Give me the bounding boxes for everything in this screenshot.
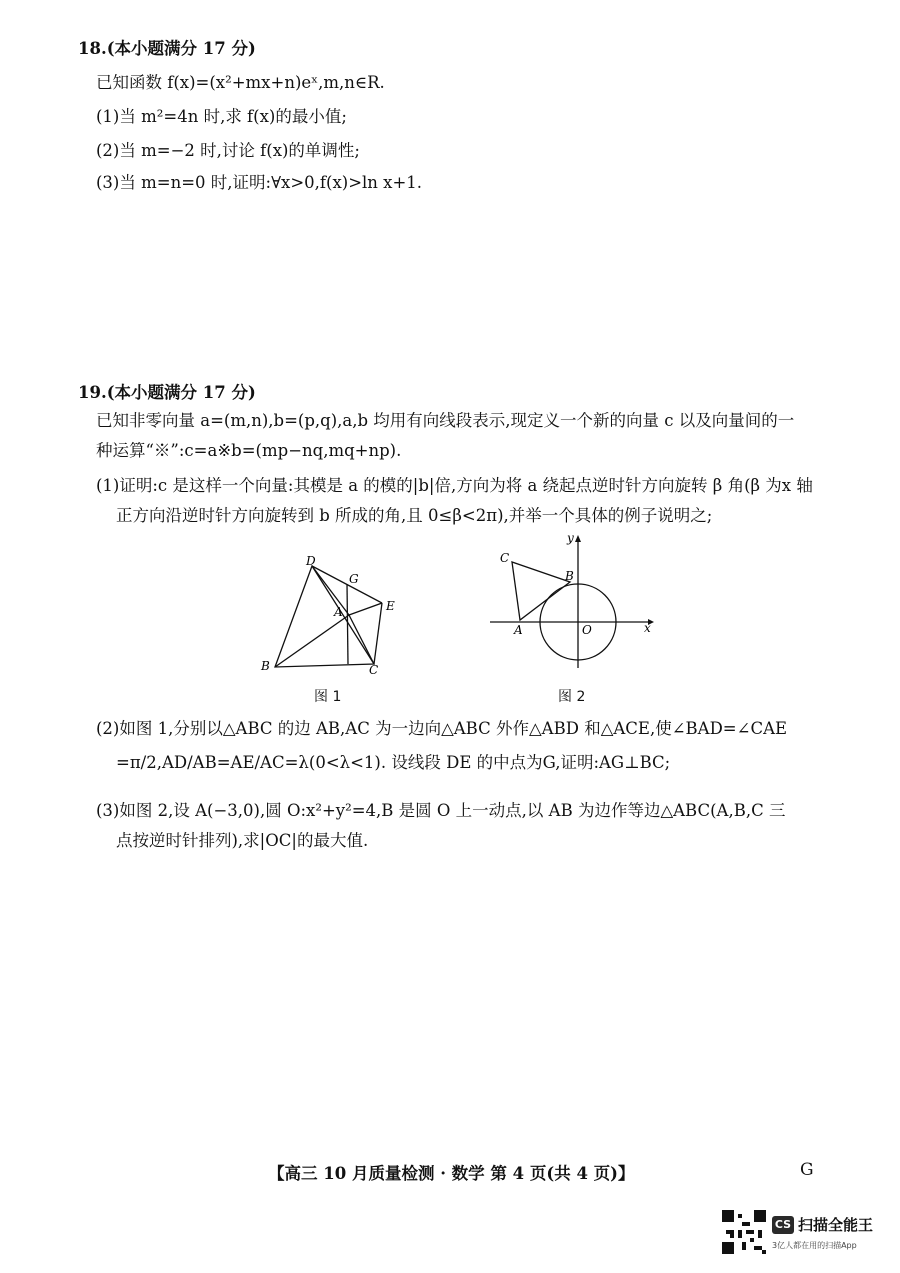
q19-part3-line2: 点按逆时针排列),求|OC|的最大值. — [116, 831, 369, 850]
page-footer: 【高三 10 月质量检测 · 数学 第 4 页(共 4 页)】 — [268, 1164, 635, 1183]
segment-g-vertical — [347, 584, 348, 664]
segment-da — [312, 566, 349, 615]
q18-part2: (2)当 m=−2 时,讨论 f(x)的单调性; — [96, 141, 360, 160]
q19-part1-line2: 正方向沿逆时针方向旋转到 b 所成的角,且 0≤β<2π),并举一个具体的例子说明之; — [116, 506, 713, 525]
fig2-label-x: x — [644, 621, 651, 635]
q18-part1: (1)当 m²=4n 时,求 f(x)的最小值; — [96, 107, 347, 126]
segment-ba — [275, 615, 349, 667]
figure-1-caption: 图 1 — [314, 689, 342, 705]
camscanner-tagline: 3亿人都在用的扫描App — [772, 1241, 857, 1250]
y-axis-arrow — [575, 535, 581, 542]
version-mark: G — [800, 1160, 814, 1180]
q19-part3-line1: (3)如图 2,设 A(−3,0),圆 O:x²+y²=4,B 是圆 O 上一动点,以 AB 为边作等边△ABC(A,B,C 三 — [96, 801, 786, 820]
q19-part1-line1: (1)证明:c 是这样一个向量:其模是 a 的模的|b|倍,方向为将 a 绕起点逆时针方向旋转 β 角(β 为x 轴 — [96, 476, 813, 495]
segment-ac — [349, 615, 374, 664]
q19-part2-line2: =π/2,AD/AB=AE/AC=λ(0<λ<1). 设线段 DE 的中点为G,证明:AG⊥BC; — [116, 753, 671, 772]
triangle-dbc — [275, 566, 374, 667]
fig2-label-b: B — [565, 569, 574, 583]
q19-stem-line2: 种运算“※”:c=a※b=(mp−nq,mq+np). — [96, 441, 402, 460]
fig1-label-a: A — [334, 605, 343, 619]
fig2-label-o: O — [582, 623, 592, 637]
figure-2 — [488, 530, 658, 670]
q18-header: 18.(本小题满分 17 分) — [78, 39, 256, 58]
q19-stem-line1: 已知非零向量 a=(m,n),b=(p,q),a,b 均用有向线段表示,现定义一个新的向量 c 以及向量间的一 — [96, 411, 795, 430]
fig2-label-a: A — [514, 623, 523, 637]
fig1-label-g: G — [349, 572, 359, 586]
figure-1 — [250, 550, 410, 675]
q18-stem: 已知函数 f(x)=(x²+mx+n)eˣ,m,n∈R. — [96, 73, 385, 92]
qr-code-icon — [722, 1210, 766, 1254]
q19-header: 19.(本小题满分 17 分) — [78, 383, 256, 402]
fig1-label-e: E — [386, 599, 395, 613]
camscanner-logo-icon: CS — [772, 1216, 794, 1234]
segment-ae — [349, 603, 382, 615]
figure-2-caption: 图 2 — [558, 689, 586, 705]
q18-part3: (3)当 m=n=0 时,证明:∀x>0,f(x)>ln x+1. — [96, 173, 423, 192]
fig1-label-c: C — [369, 663, 379, 675]
segment-ec — [374, 603, 382, 664]
fig2-label-c: C — [500, 551, 510, 565]
fig1-label-b: B — [261, 659, 270, 673]
fig2-label-y: y — [567, 531, 574, 545]
fig1-label-d: D — [306, 554, 316, 568]
q19-part2-line1: (2)如图 1,分别以△ABC 的边 AB,AC 为一边向△ABC 外作△ABD 和△ACE,使∠BAD=∠CAE — [96, 719, 788, 738]
camscanner-app-name: 扫描全能王 — [798, 1216, 874, 1234]
